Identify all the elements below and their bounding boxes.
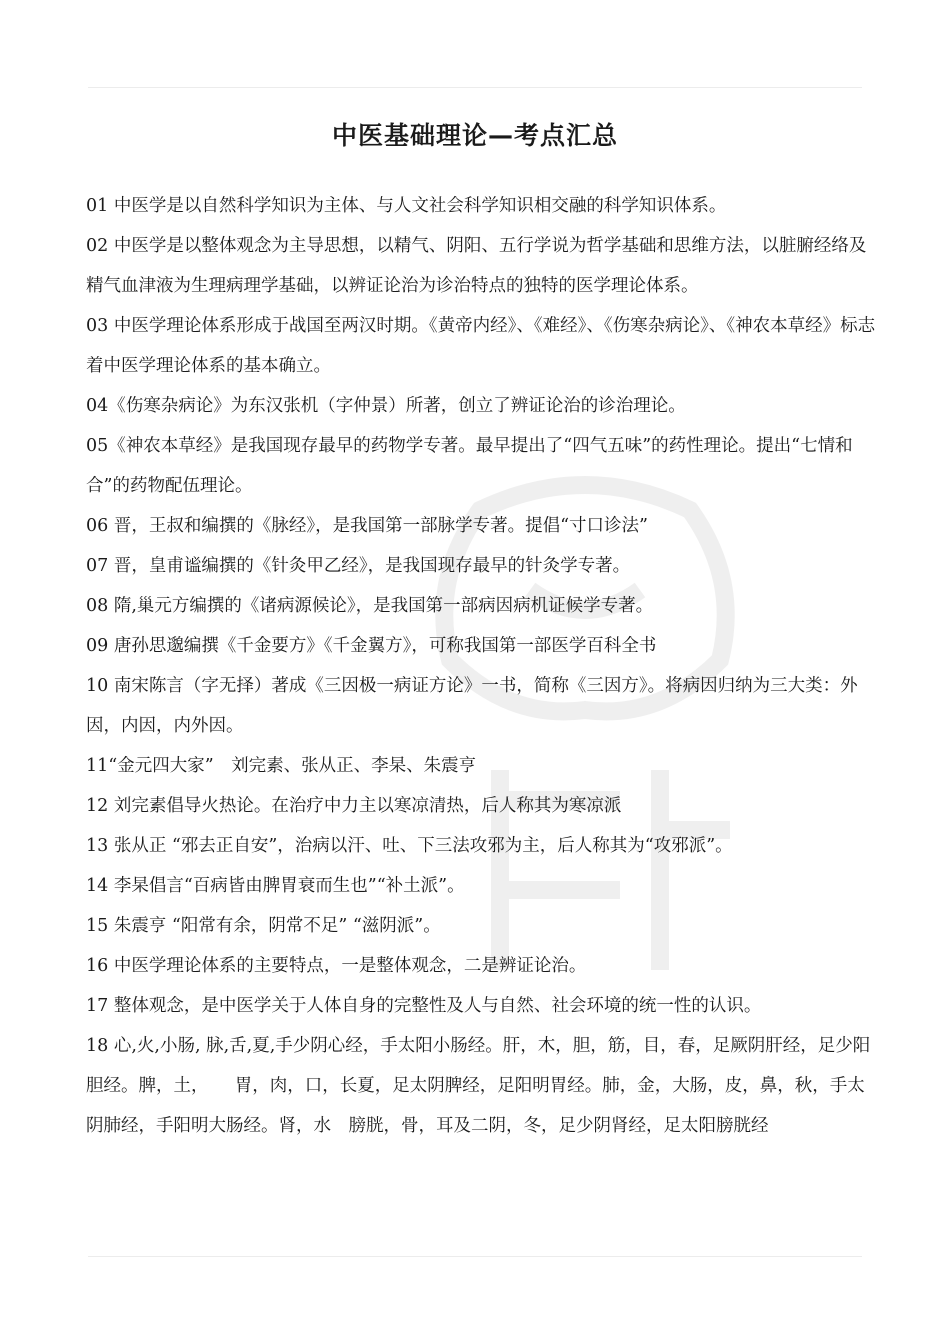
list-item: 11“金元四大家” 刘完素、张从正、李杲、朱震亨 [86,756,477,776]
list-item: 18 心,火,小肠, 脉,舌,夏,手少阴心经，手太阳小肠经。肝，木，胆，筋，目，春，足厥阴肝经，足少阳胆经。脾，土， 胃，肉，口，长夏，足太阴脾经，足阳明胃经。肺，金，大肠，皮，鼻，秋，手太阴肺经，手阳明大肠经。肾，水 膀胱，骨，耳及二阴，冬，足少阴肾经，足太阳膀胱经 [86,1036,871,1136]
document-body [86,186,880,1146]
list-item: 09 唐孙思邈编撰《千金要方》《千金翼方》，可称我国第一部医学百科全书 [86,636,657,656]
list-item: 16 中医学理论体系的主要特点，一是整体观念，二是辨证论治。 [86,956,587,976]
list-item: 13 张从正 “邪去正自安”，治病以汗、吐、下三法攻邪为主，后人称其为“攻邪派”。 [86,836,733,856]
list-item: 01 中医学是以自然科学知识为主体、与人文社会科学知识相交融的科学知识体系。 [86,196,727,216]
list-item: 12 刘完素倡导火热论。在治疗中力主以寒凉清热，后人称其为寒凉派 [86,796,622,816]
page-title: 中医基础理论—考点汇总 [331,121,618,150]
list-item: 14 李杲倡言“百病皆由脾胃衰而生也”“补土派”。 [86,876,465,896]
list-item: 10 南宋陈言（字无择）著成《三因极一病证方论》一书，简称《三因方》。将病因归纳为三大类：外因，内因，内外因。 [86,676,858,736]
list-item: 17 整体观念，是中医学关于人体自身的完整性及人与自然、社会环境的统一性的认识。 [86,996,762,1016]
list-item: 15 朱震亨 “阳常有余，阴常不足” “滋阴派”。 [86,916,441,936]
list-item: 02 中医学是以整体观念为主导思想，以精气、阴阳、五行学说为哲学基础和思维方法，以脏腑经络及精气血津液为生理病理学基础，以辨证论治为诊治特点的独特的医学理论体系。 [86,236,867,296]
list-item: 04《伤寒杂病论》为东汉张机（字仲景）所著，创立了辨证论治的诊治理论。 [86,396,686,416]
list-item: 07 晋，皇甫谧编撰的《针灸甲乙经》，是我国现存最早的针灸学专著。 [86,556,631,576]
top-divider [88,87,862,88]
bottom-divider [88,1256,862,1257]
list-item: 05《神农本草经》是我国现存最早的药物学专著。最早提出了“四气五味”的药性理论。提出“七情和合”的药物配伍理论。 [86,436,853,496]
list-item: 08 隋,巢元方编撰的《诸病源候论》，是我国第一部病因病机证候学专著。 [86,596,654,616]
list-item: 06 晋，王叔和编撰的《脉经》，是我国第一部脉学专著。提倡“寸口诊法” [86,516,648,536]
list-item: 03 中医学理论体系形成于战国至两汉时期。《黄帝内经》、《难经》、《伤寒杂病论》、《神农本草经》标志着中医学理论体系的基本确立。 [86,316,876,376]
